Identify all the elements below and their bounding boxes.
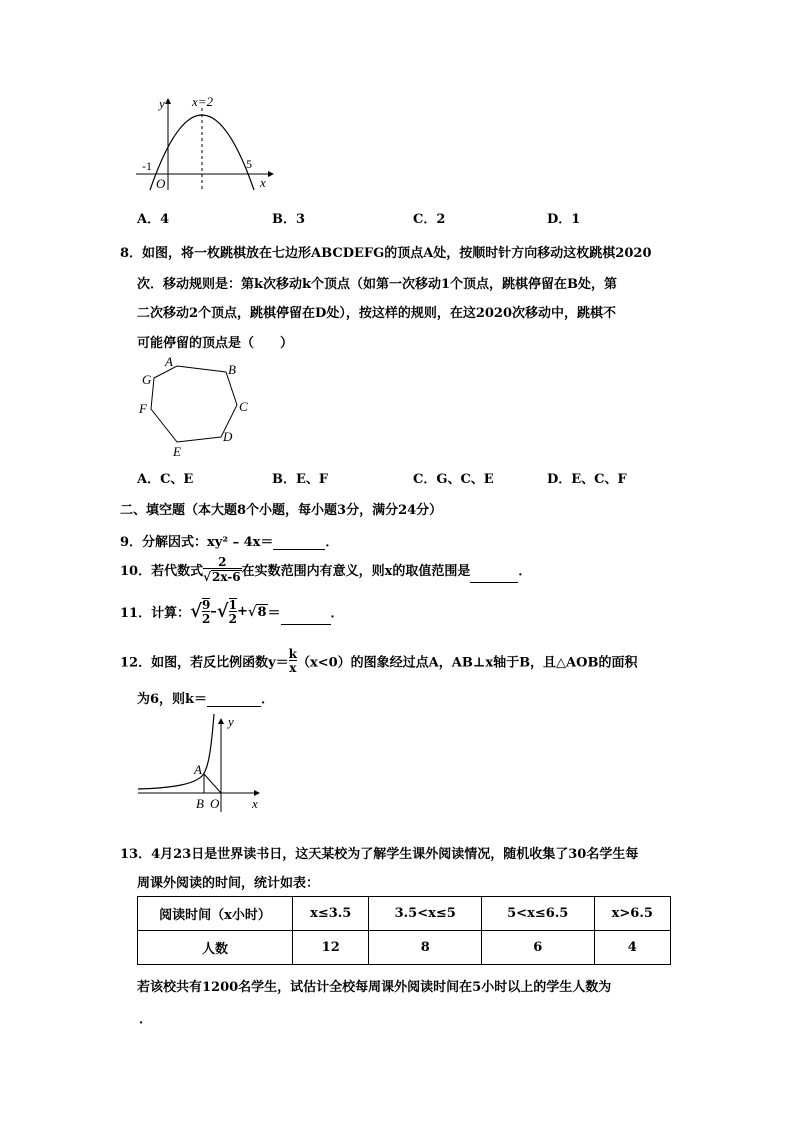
q8-option-b[interactable]: B．E、F (272, 472, 329, 487)
q9-prefix: 9．分解因式：xy² – 4x＝ (120, 535, 274, 550)
q11-prefix: 11．计算： (120, 606, 191, 621)
vertex-e: E (173, 444, 181, 459)
q9-suffix: ． (325, 535, 339, 550)
q11-plus: + (237, 604, 248, 619)
q8-line1: 8．如图，将一枚跳棋放在七边形ABCDEFG的顶点A处，按顺时针方向移动这枚跳棋2020 (120, 246, 652, 261)
q10-middle: 在实数范围内有意义，则x的取值范围是 (241, 564, 471, 579)
x-axis-arrow (268, 171, 274, 177)
section-heading: 二、填空题（本大题8个小题，每小题3分，满分24分） (120, 503, 443, 518)
q13-line3: 若该校共有1200名学生，试估计全校每周课外阅读时间在5小时以上的学生人数为 (137, 980, 612, 995)
label-b: B (196, 796, 204, 811)
q11-f1-num: 9 (201, 598, 211, 612)
q12-line1 (120, 648, 637, 674)
q12-prefix: 12．如图，若反比例函数y＝ (120, 655, 289, 671)
table-header-cell: 5<x≤6.5 (481, 897, 594, 931)
vertex-f: F (139, 401, 147, 416)
q11-radicand-3: 8 (257, 604, 267, 620)
q11-minus: – (210, 604, 217, 619)
q9-answer-blank[interactable] (273, 549, 325, 550)
table-header-cell: 阅读时间（x小时） (138, 897, 293, 931)
q13-stats-table (137, 896, 671, 965)
q11-equals: ＝ (267, 606, 281, 621)
table-cell: 12 (293, 931, 369, 965)
y-axis-arrow (218, 718, 224, 724)
q11: 11．计算：√ $\frac{9}{2}$ –√ $\frac{1}{2}$ +√8＝ ． (120, 598, 344, 626)
q10-prefix: 10．若代数式 (120, 564, 204, 579)
q11-suffix: ． (330, 606, 344, 621)
q10-denominator: √2x-6 (203, 570, 241, 584)
q10 (120, 556, 531, 583)
q12-denominator: x (289, 661, 297, 675)
table-header-cell: x≤3.5 (293, 897, 369, 931)
q8-option-d[interactable]: D．E、C、F (547, 472, 627, 487)
table-cell: 6 (481, 931, 594, 965)
table-row (138, 897, 671, 931)
q12-numerator: k (288, 647, 297, 661)
q12-line2 (137, 688, 274, 707)
q7-option-d[interactable]: D．1 (547, 212, 581, 227)
label-x: x (252, 796, 258, 811)
q7-option-c[interactable]: C．2 (413, 212, 446, 227)
label-five: 5 (246, 157, 252, 171)
q12-hyperbola-graph (134, 712, 274, 816)
hyperbola-curve (138, 714, 214, 789)
table-cell: 8 (369, 931, 482, 965)
q7-option-b[interactable]: B．3 (272, 212, 306, 227)
label-axis: x=2 (192, 94, 214, 109)
vertex-c: C (239, 399, 248, 414)
q11-f1-den: 2 (201, 612, 211, 626)
label-x: x (260, 175, 266, 190)
q11-f2-den: 2 (228, 612, 237, 626)
label-minus-one: -1 (142, 159, 152, 173)
table-header-cell: 3.5<x≤5 (369, 897, 482, 931)
label-a: A (194, 762, 202, 777)
q10-answer-blank[interactable] (470, 582, 518, 583)
q8-line3: 二次移动2个顶点，跳棋停留在D处），按这样的规则，在这2020次移动中，跳棋不 (137, 306, 617, 321)
q13-line2: 周课外阅读的时间，统计如表： (137, 876, 320, 891)
vertex-d: D (223, 429, 233, 444)
label-origin: O (156, 176, 166, 191)
q8-line4: 可能停留的顶点是（ ） (137, 336, 294, 351)
y-axis-arrow (165, 98, 171, 104)
q9 (120, 531, 338, 550)
q12-line2-suffix: ． (261, 692, 275, 707)
q13-line4: ． (139, 1012, 153, 1027)
q8-option-c[interactable]: C．G、C、E (413, 472, 494, 487)
q13-line1: 13．4月23日是世界读书日，这天某校为了解学生课外阅读情况，随机收集了30名学生每 (120, 847, 639, 862)
table-row (138, 931, 671, 965)
q8-heptagon-figure (132, 352, 262, 460)
q8-line2: 次．移动规则是：第k次移动k个顶点（如第一次移动1个顶点，跳棋停留在B处，第 (137, 277, 618, 292)
label-y: y (159, 96, 165, 111)
vertex-a: A (165, 354, 173, 369)
q12-line1-suffix: （x<0）的图象经过点A，AB⊥x轴于B，且△AOB的面积 (296, 655, 638, 671)
vertex-b: B (228, 362, 236, 377)
q10-numerator: 2 (218, 555, 227, 569)
q12-line2-prefix: 为6，则k＝ (137, 692, 208, 707)
q7-parabola-graph (128, 90, 288, 200)
q11-answer-blank[interactable] (281, 624, 331, 625)
segment-ao (204, 774, 221, 793)
label-y: y (228, 714, 234, 729)
q10-suffix: ． (518, 564, 532, 579)
q7-option-a[interactable]: A．4 (137, 212, 170, 227)
table-cell: 4 (594, 931, 670, 965)
q12-answer-blank[interactable] (207, 706, 261, 707)
q12-fraction (289, 648, 297, 674)
label-o: O (210, 796, 220, 811)
q11-f2-num: 1 (228, 598, 237, 612)
table-cell: 人数 (138, 931, 293, 965)
table-header-cell: x>6.5 (594, 897, 670, 931)
vertex-g: G (142, 372, 152, 387)
q11-fraction-2 (229, 598, 237, 625)
q8-option-a[interactable]: A．C、E (137, 472, 194, 487)
q10-fraction (203, 556, 242, 583)
q10-radicand: 2x-6 (211, 570, 241, 584)
